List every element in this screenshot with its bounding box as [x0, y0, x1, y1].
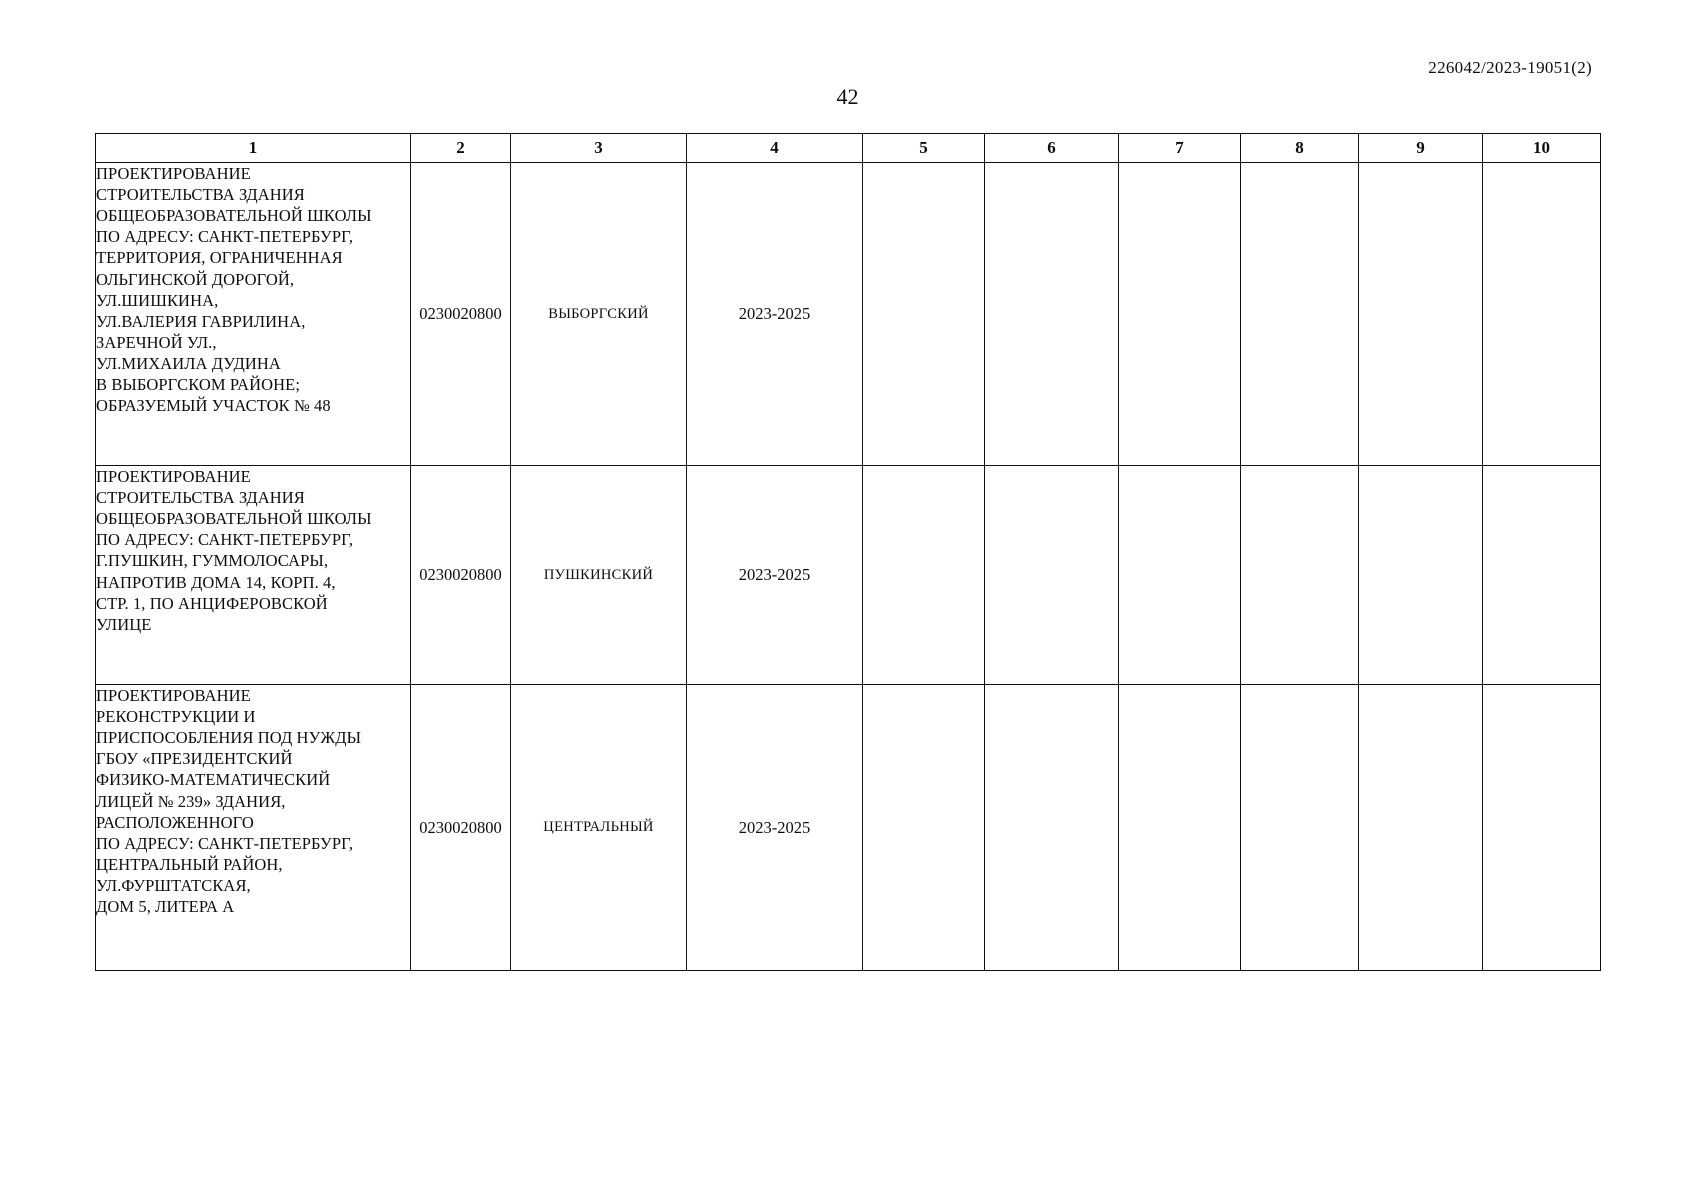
object-code-cell: 0230020800: [411, 685, 511, 971]
document-code: 226042/2023-19051(2): [1428, 58, 1592, 77]
value-cell-5: [863, 466, 985, 685]
budget-table: [95, 133, 1601, 971]
object-code-cell: 0230020800: [411, 163, 511, 466]
value-cell-8: [1241, 685, 1359, 971]
value-cell-10: [1483, 466, 1601, 685]
column-header-9: 9: [1359, 134, 1483, 163]
period-cell: 2023-2025: [687, 466, 863, 685]
value-cell-8: [1241, 466, 1359, 685]
district-cell: ЦЕНТРАЛЬНЫЙ: [511, 685, 687, 971]
value-cell-10: [1483, 163, 1601, 466]
value-cell-9: [1359, 466, 1483, 685]
value-cell-6: [985, 466, 1119, 685]
column-header-7: 7: [1119, 134, 1241, 163]
column-header-3: 3: [511, 134, 687, 163]
column-header-10: 10: [1483, 134, 1601, 163]
district-cell: ПУШКИНСКИЙ: [511, 466, 687, 685]
table-row: [96, 685, 1601, 971]
column-header-1: 1: [96, 134, 411, 163]
object-name-cell: ПРОЕКТИРОВАНИЕ РЕКОНСТРУКЦИИ И ПРИСПОСОБЛЕНИЯ ПОД НУЖДЫ ГБОУ «ПРЕЗИДЕНТСКИЙ ФИЗИКО-МАТЕМАТИЧЕСКИЙ ЛИЦЕЙ № 239» ЗДАНИЯ, РАСПОЛОЖЕННОГО ПО АДРЕСУ: САНКТ-ПЕТЕРБУРГ, ЦЕНТРАЛЬНЫЙ РАЙОН, УЛ.ФУРШТАТСКАЯ, ДОМ 5, ЛИТЕРА А: [96, 685, 411, 971]
value-cell-6: [985, 685, 1119, 971]
column-header-4: 4: [687, 134, 863, 163]
column-header-5: 5: [863, 134, 985, 163]
period-cell: 2023-2025: [687, 685, 863, 971]
page-number: 42: [836, 84, 859, 109]
table-row: [96, 163, 1601, 466]
value-cell-5: [863, 163, 985, 466]
object-code-cell: 0230020800: [411, 466, 511, 685]
value-cell-7: [1119, 466, 1241, 685]
column-header-2: 2: [411, 134, 511, 163]
value-cell-7: [1119, 163, 1241, 466]
value-cell-6: [985, 163, 1119, 466]
table-row: [96, 466, 1601, 685]
district-cell: ВЫБОРГСКИЙ: [511, 163, 687, 466]
value-cell-5: [863, 685, 985, 971]
value-cell-9: [1359, 685, 1483, 971]
value-cell-8: [1241, 163, 1359, 466]
table-container: [95, 133, 1600, 971]
table-header-row: [96, 134, 1601, 163]
value-cell-7: [1119, 685, 1241, 971]
period-cell: 2023-2025: [687, 163, 863, 466]
column-header-8: 8: [1241, 134, 1359, 163]
column-header-6: 6: [985, 134, 1119, 163]
value-cell-9: [1359, 163, 1483, 466]
object-name-cell: ПРОЕКТИРОВАНИЕ СТРОИТЕЛЬСТВА ЗДАНИЯ ОБЩЕОБРАЗОВАТЕЛЬНОЙ ШКОЛЫ ПО АДРЕСУ: САНКТ-ПЕТЕРБУРГ, ТЕРРИТОРИЯ, ОГРАНИЧЕННАЯ ОЛЬГИНСКОЙ ДОРОГОЙ, УЛ.ШИШКИНА, УЛ.ВАЛЕРИЯ ГАВРИЛИНА, ЗАРЕЧНОЙ УЛ., УЛ.МИХАИЛА ДУДИНА В ВЫБОРГСКОМ РАЙОНЕ; ОБРАЗУЕМЫЙ УЧАСТОК № 48: [96, 163, 411, 466]
object-name-cell: ПРОЕКТИРОВАНИЕ СТРОИТЕЛЬСТВА ЗДАНИЯ ОБЩЕОБРАЗОВАТЕЛЬНОЙ ШКОЛЫ ПО АДРЕСУ: САНКТ-ПЕТЕРБУРГ, Г.ПУШКИН, ГУММОЛОСАРЫ, НАПРОТИВ ДОМА 14, КОРП. 4, СТР. 1, ПО АНЦИФЕРОВСКОЙ УЛИЦЕ: [96, 466, 411, 685]
value-cell-10: [1483, 685, 1601, 971]
